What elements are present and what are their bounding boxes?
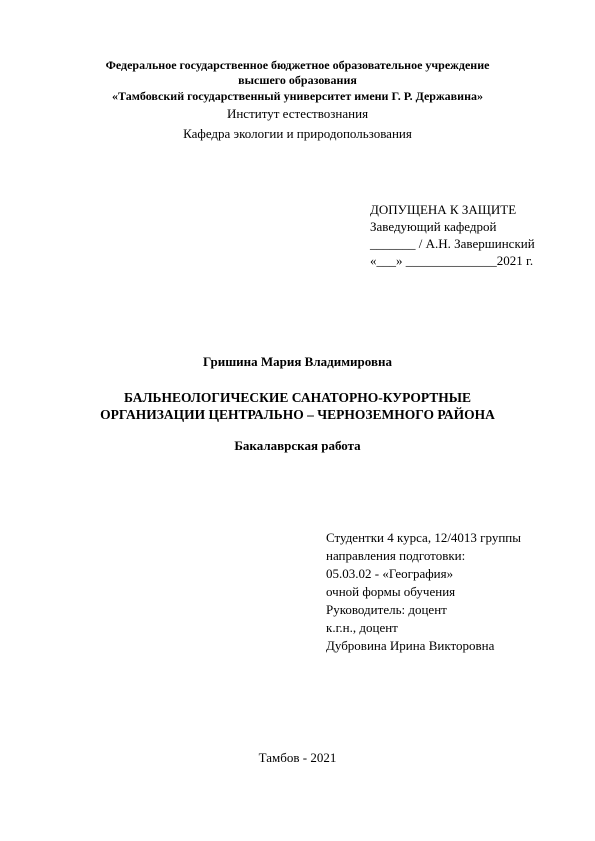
approval-heading: ДОПУЩЕНА К ЗАЩИТЕ bbox=[370, 202, 517, 217]
student-study-form: очной формы обучения bbox=[326, 584, 456, 599]
thesis-title-line-2: ОРГАНИЗАЦИИ ЦЕНТРАЛЬНО – ЧЕРНОЗЕМНОГО РАЙОНА bbox=[100, 407, 495, 422]
work-type: Бакалаврская работа bbox=[234, 438, 361, 453]
student-direction-label: направления подготовки: bbox=[326, 548, 466, 563]
supervisor-degree: к.г.н., доцент bbox=[326, 620, 398, 635]
author-name: Гришина Мария Владимировна bbox=[203, 354, 392, 369]
supervisor-name: Дубровина Ирина Викторовна bbox=[326, 638, 495, 653]
header-line-1: Федеральное государственное бюджетное образовательное учреждение bbox=[105, 58, 490, 72]
department-name: Кафедра экологии и природопользования bbox=[183, 126, 412, 141]
approval-head-of-department: Заведующий кафедрой bbox=[370, 219, 497, 234]
approval-block bbox=[370, 201, 535, 269]
thesis-title-line-1: БАЛЬНЕОЛОГИЧЕСКИЕ САНАТОРНО-КУРОРТНЫЕ bbox=[123, 390, 472, 405]
student-course-group: Студентки 4 курса, 12/4013 группы bbox=[326, 530, 521, 545]
institute-name: Институт естествознания bbox=[226, 106, 369, 121]
header-line-2: высшего образования bbox=[238, 73, 357, 87]
approval-date-line: «___» ______________2021 г. bbox=[370, 253, 534, 268]
city-year: Тамбов - 2021 bbox=[258, 750, 337, 765]
supervisor-label: Руководитель: доцент bbox=[326, 602, 447, 617]
student-direction-code: 05.03.02 - «География» bbox=[326, 566, 454, 581]
approval-signature-line: _______ / А.Н. Завершинский bbox=[370, 236, 535, 251]
student-info-block bbox=[326, 529, 521, 655]
university-name: «Тамбовский государственный университет имени Г. Р. Державина» bbox=[112, 89, 483, 103]
